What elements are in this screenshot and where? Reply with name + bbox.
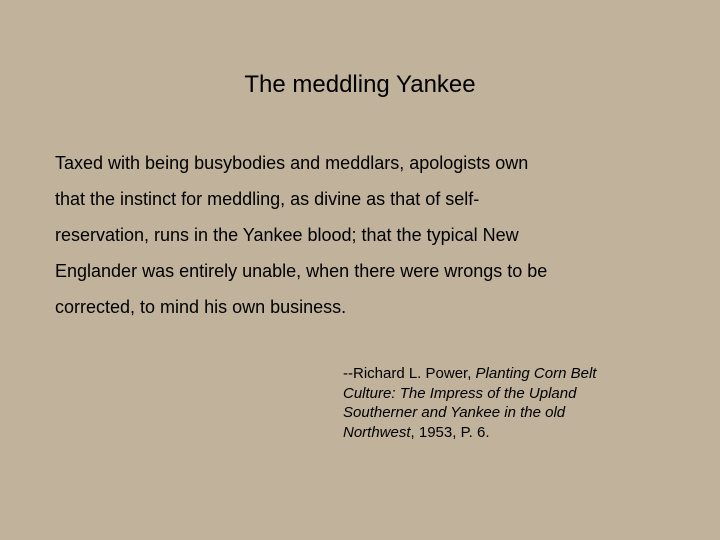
citation-book-title: Southerner and Yankee in the old (343, 404, 566, 421)
quote-line: corrected, to mind his own business. (55, 297, 347, 317)
citation-author: --Richard L. Power, (343, 365, 476, 382)
quote-body (55, 145, 615, 325)
citation-book-title: Culture: The Impress of the Upland (343, 384, 577, 402)
quote-line: that the instinct for meddling, as divine as that of self- (55, 189, 480, 209)
citation-book-title: Planting Corn Belt (475, 365, 597, 382)
citation-line-4 (343, 423, 643, 443)
slide-title: The meddling Yankee (244, 71, 476, 99)
citation-line-1 (343, 364, 643, 384)
citation (343, 364, 643, 442)
quote-line: reservation, runs in the Yankee blood; that the typical New (55, 225, 519, 245)
citation-book-title: Northwest (343, 423, 411, 441)
citation-date-page: , 1953, P. 6. (410, 423, 490, 441)
citation-line-3 (343, 403, 643, 423)
quote-line: Taxed with being busybodies and meddlars, apologists own (55, 153, 529, 173)
citation-line-2 (343, 384, 643, 404)
quote-line: Englander was entirely unable, when there were wrongs to be (55, 261, 548, 281)
